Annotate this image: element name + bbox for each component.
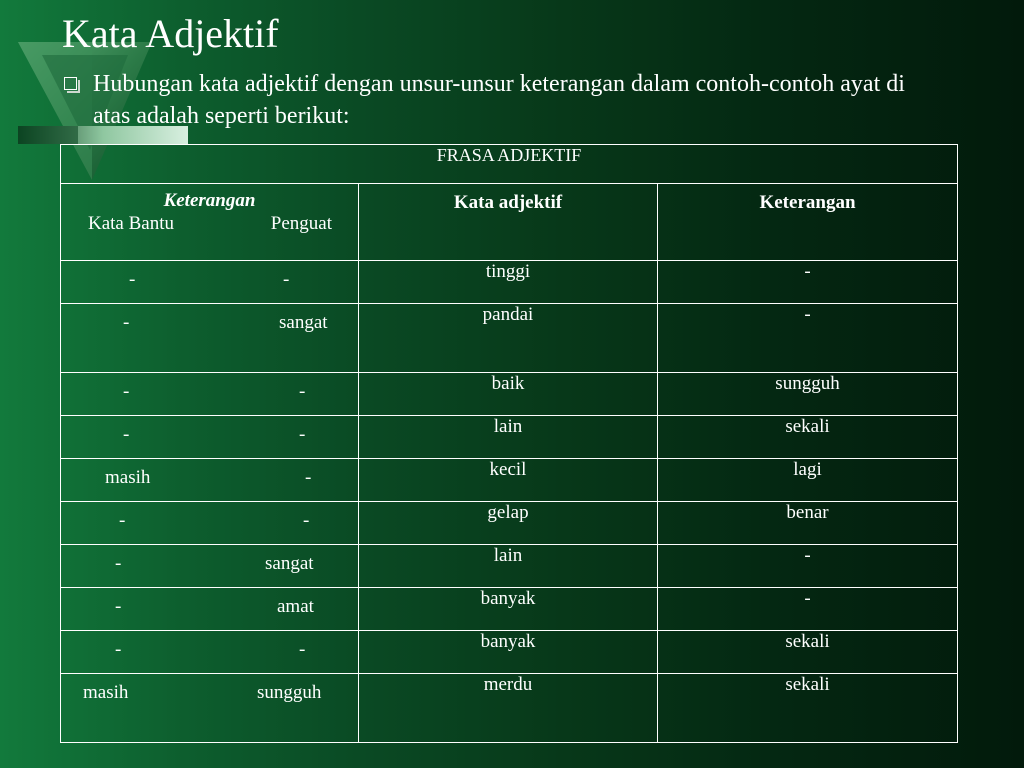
keterangan-cell (61, 304, 359, 373)
kata-adjektif-value: merdu (359, 674, 658, 743)
kata-adjektif-value: pandai (359, 304, 658, 373)
keterangan-cell (61, 502, 359, 545)
table-row (61, 631, 958, 674)
table-row (61, 304, 958, 373)
keterangan-value: - (658, 545, 958, 588)
kata-adjektif-value: baik (359, 373, 658, 416)
table-row (61, 261, 958, 304)
keterangan-cell (61, 588, 359, 631)
penguat-value: - (305, 467, 312, 488)
table-row (61, 416, 958, 459)
table-row (61, 588, 958, 631)
kata-bantu-value: - (123, 381, 130, 402)
penguat-value: amat (277, 596, 314, 617)
keterangan-cell (61, 416, 359, 459)
kata-adjektif-value: banyak (359, 588, 658, 631)
kata-bantu-value: masih (105, 467, 151, 488)
header-kata-adjektif: Kata adjektif (359, 184, 658, 261)
keterangan-cell (61, 261, 359, 304)
kata-bantu-value: - (119, 510, 126, 531)
keterangan-value: sekali (658, 631, 958, 674)
penguat-value: sangat (265, 553, 314, 574)
keterangan-cell (61, 545, 359, 588)
bullet-point (62, 68, 922, 132)
keterangan-cell (61, 631, 359, 674)
penguat-value: - (283, 269, 290, 290)
penguat-value: - (299, 381, 306, 402)
kata-adjektif-value: tinggi (359, 261, 658, 304)
keterangan-value: - (658, 261, 958, 304)
kata-bantu-value: - (123, 424, 130, 445)
kata-adjektif-value: lain (359, 416, 658, 459)
kata-bantu-value: - (123, 312, 130, 333)
header-keterangan-title: Keterangan (163, 190, 256, 211)
header-kata-bantu: Kata Bantu (88, 213, 175, 234)
header-keterangan-group (61, 184, 359, 261)
kata-bantu-value: - (115, 553, 122, 574)
keterangan-value: benar (658, 502, 958, 545)
slide-title: Kata Adjektif (62, 11, 279, 56)
table-row (61, 373, 958, 416)
kata-adjektif-value: banyak (359, 631, 658, 674)
kata-bantu-value: - (115, 596, 122, 617)
penguat-value: sangat (279, 312, 328, 333)
kata-bantu-value: masih (83, 682, 129, 703)
header-penguat: Penguat (270, 213, 332, 234)
frasa-adjektif-table (60, 144, 958, 743)
square-bullet-icon (64, 77, 77, 90)
kata-adjektif-value: gelap (359, 502, 658, 545)
table-row (61, 459, 958, 502)
bullet-text: Hubungan kata adjektif dengan unsur-unsur keterangan dalam contoh-contoh ayat di atas adalah seperti berikut: (93, 71, 905, 129)
keterangan-value: lagi (658, 459, 958, 502)
penguat-value: - (303, 510, 310, 531)
penguat-value: - (299, 639, 306, 660)
keterangan-cell (61, 459, 359, 502)
table-row (61, 502, 958, 545)
keterangan-value: sekali (658, 416, 958, 459)
keterangan-cell (61, 674, 359, 743)
keterangan-value: - (658, 304, 958, 373)
kata-bantu-value: - (115, 639, 122, 660)
table-row (61, 674, 958, 743)
keterangan-cell (61, 373, 359, 416)
kata-adjektif-value: lain (359, 545, 658, 588)
keterangan-value: - (658, 588, 958, 631)
table-row (61, 545, 958, 588)
keterangan-value: sekali (658, 674, 958, 743)
header-keterangan: Keterangan (658, 184, 958, 261)
kata-bantu-value: - (129, 269, 136, 290)
penguat-value: - (299, 424, 306, 445)
kata-adjektif-value: kecil (359, 459, 658, 502)
table-caption: FRASA ADJEKTIF (61, 145, 958, 184)
penguat-value: sungguh (257, 682, 322, 703)
keterangan-value: sungguh (658, 373, 958, 416)
